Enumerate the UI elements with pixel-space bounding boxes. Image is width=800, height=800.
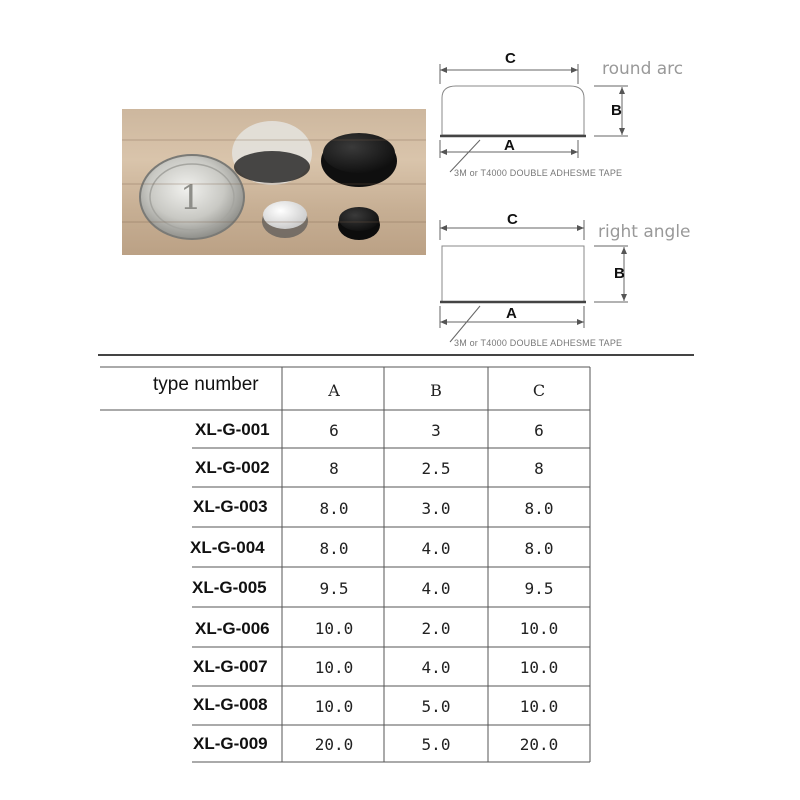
cell-a: 10.0 [314,619,354,638]
cell-c: 10.0 [519,619,559,638]
right-c-label: C [507,211,518,228]
cell-a: 8.0 [319,499,349,518]
row-model: XL-G-001 [195,420,270,439]
row-model: XL-G-004 [190,538,265,557]
cell-b: 2.0 [421,619,451,638]
cell-b: 5.0 [421,735,451,754]
round-a-label: A [504,137,515,154]
cell-c: 8.0 [524,499,554,518]
row-model: XL-G-007 [193,657,268,676]
row-model: XL-G-002 [195,458,270,477]
row-model: XL-G-008 [193,695,268,714]
column-header-a: A [328,381,340,400]
round-tape-label: 3M or T4000 DOUBLE ADHESME TAPE [454,168,623,178]
cell-b: 3 [431,421,441,440]
row-model: XL-G-005 [192,578,267,597]
cell-c: 10.0 [519,658,559,677]
cell-c: 8.0 [524,539,554,558]
cell-a: 9.5 [319,579,349,598]
column-header-c: C [532,381,546,400]
column-header-b: B [430,381,442,400]
cell-c: 8 [534,459,544,478]
type-number-header: type number [153,374,259,395]
cell-a: 20.0 [314,735,354,754]
cell-a: 8 [329,459,339,478]
round-c-label: C [505,50,516,67]
cell-c: 20.0 [519,735,559,754]
coin-numeral: 1 [180,178,202,218]
cell-c: 10.0 [519,697,559,716]
cell-a: 6 [329,421,339,440]
row-model: XL-G-006 [195,619,270,638]
cell-b: 3.0 [421,499,451,518]
cell-b: 2.5 [421,459,451,478]
cell-c: 9.5 [524,579,554,598]
right-a-label: A [506,305,517,322]
cell-b: 4.0 [421,658,451,677]
round-arc-label: round arc [602,59,684,79]
cell-a: 10.0 [314,697,354,716]
round-b-label: B [611,102,622,119]
cell-a: 10.0 [314,658,354,677]
cell-a: 8.0 [319,539,349,558]
right-tape-label: 3M or T4000 DOUBLE ADHESME TAPE [454,338,623,348]
cell-b: 5.0 [421,697,451,716]
cell-c: 6 [534,421,544,440]
row-model: XL-G-003 [193,497,268,516]
cell-b: 4.0 [421,539,451,558]
row-model: XL-G-009 [193,734,268,753]
right-angle-label: right angle [598,222,691,242]
cell-b: 4.0 [421,579,451,598]
right-b-label: B [614,265,625,282]
